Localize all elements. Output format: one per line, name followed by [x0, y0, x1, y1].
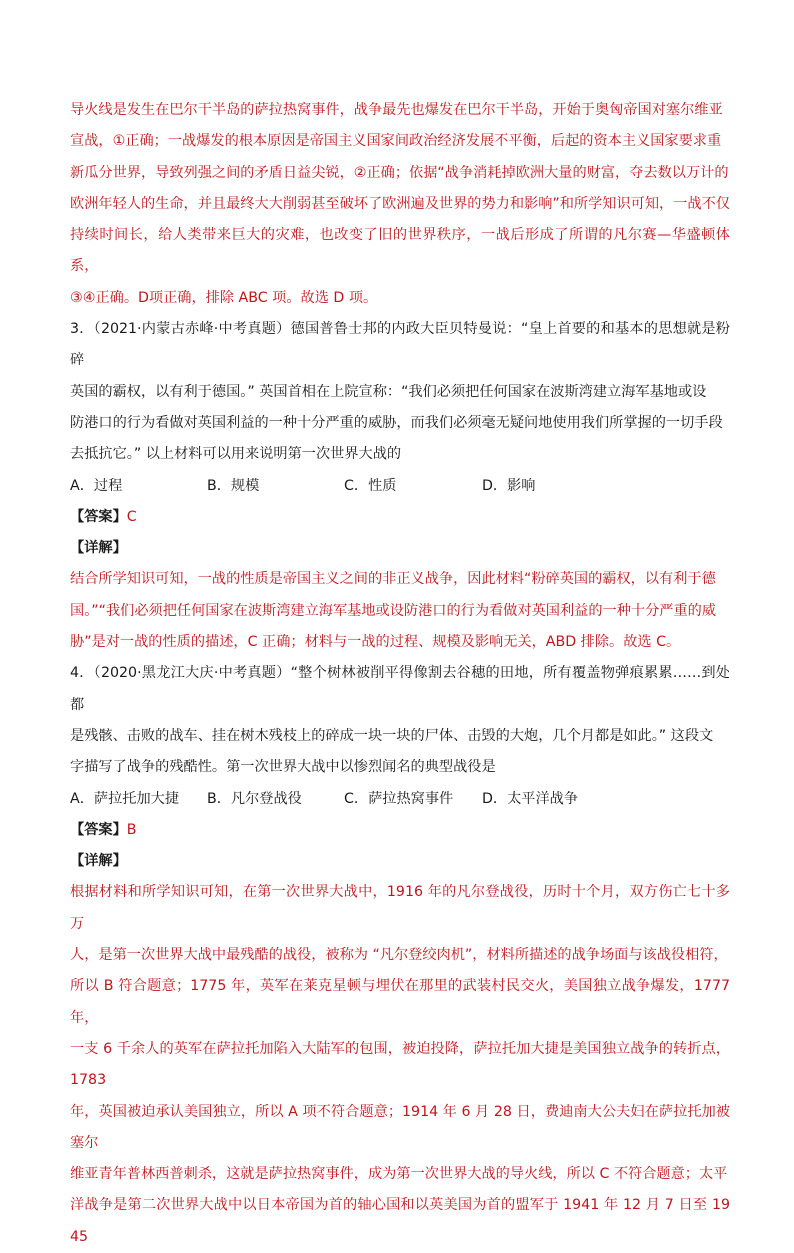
answer-value: C — [126, 508, 137, 525]
explanation-line: 所以 B 符合题意；1775 年，英军在莱克星顿与埋伏在那里的武装村民交火，美国独立战争爆发，1777 年， — [70, 978, 730, 1026]
answer-options — [70, 784, 730, 815]
document-page — [70, 95, 730, 1253]
detail-label: 【详解】 — [70, 540, 127, 557]
explanation-line: ③④正确。D项正确，排除 ABC 项。故选 D 项。 — [70, 289, 378, 306]
question-stem-line: 防港口的行为看做对英国利益的一种十分严重的威胁，而我们必须毫无疑问地使用我们所掌握的一切手段 — [70, 414, 723, 431]
explanation-line: 结合所学知识可知，一战的性质是帝国主义之间的非正义战争，因此材料“粉碎英国的霸权，以有利于德 — [70, 571, 716, 588]
answer-line — [70, 815, 730, 846]
option-d: D．太平洋战争 — [482, 790, 579, 807]
question-3 — [70, 314, 730, 658]
explanation-line: 人，是第一次世界大战中最残酷的战役，被称为 “凡尔登绞肉机”，材料所描述的战争场面与该战役相符， — [70, 947, 728, 964]
answer-options — [70, 471, 730, 502]
question-4 — [70, 658, 730, 1253]
explanation-line: 一支 6 千余人的英军在萨拉托加陷入大陆军的包围，被迫投降，萨拉托加大捷是美国独立战争的转折点，1783 — [70, 1040, 730, 1089]
option-c: C．萨拉热窝事件 — [344, 790, 454, 807]
explanation-line: 维亚青年普林西普刺杀，这就是萨拉热窝事件，成为第一次世界大战的导火线，所以 C 不符合题意；太平 — [70, 1166, 728, 1183]
question-stem-line: 英国的霸权，以有利于德国。” 英国首相在上院宣称：“我们必须把任何国家在波斯湾建立海军基地或设 — [70, 383, 707, 400]
option-a: A．萨拉托加大捷 — [70, 790, 180, 807]
question-stem-line: 3．（2021·内蒙古赤峰·中考真题）德国普鲁士邦的内政大臣贝特曼说：“皇上首要的和基本的思想就是粉碎 — [70, 321, 730, 369]
explanation-line: 欧洲年轻人的生命，并且最终大大削弱甚至破坏了欧洲遍及世界的势力和影响”和所学知识可知，一战不仅 — [70, 195, 730, 212]
explanation-line: 新瓜分世界，导致列强之间的矛盾日益尖锐，②正确；依据“战争消耗掉欧洲大量的财富，夺去数以万计的 — [70, 164, 729, 181]
option-c: C．性质 — [344, 477, 397, 494]
question-stem-line: 4．（2020·黑龙江大庆·中考真题）“整个树林被削平得像割去谷穗的田地，所有覆盖物弹痕累累……到处都 — [70, 665, 730, 713]
explanation-line: 导火线是发生在巴尔干半岛的萨拉热窝事件，战争最先也爆发在巴尔干半岛，开始于奥匈帝国对塞尔维亚 — [70, 102, 723, 118]
explanation-line: 根据材料和所学知识可知，在第一次世界大战中，1916 年的凡尔登战役，历时十个月，双方伤亡七十多万 — [70, 884, 730, 932]
explanation-line: 洋战争是第二次世界大战中以日本帝国为首的轴心国和以英美国为首的盟军于 1941 年 12 月 7 日至 1945 — [70, 1197, 730, 1245]
explanation-line: 宣战，①正确；一战爆发的根本原因是帝国主义国家间政治经济发展不平衡，后起的资本主义国家要求重 — [70, 133, 722, 150]
detail-label: 【详解】 — [70, 853, 127, 870]
answer-value: B — [126, 821, 137, 838]
answer-label: 【答案】 — [70, 508, 127, 525]
question-stem-line: 字描写了战争的残酷性。第一次世界大战中以惨烈闻名的典型战役是 — [70, 759, 496, 776]
explanation-line: 国。”“我们必须把任何国家在波斯湾建立海军基地或设防港口的行为看做对英国利益的一种十分严重的威 — [70, 602, 717, 619]
question-2-explanation-tail — [70, 95, 730, 314]
answer-line — [70, 502, 730, 533]
option-d: D．影响 — [482, 477, 536, 494]
explanation-line: 持续时间长，给人类带来巨大的灾难，也改变了旧的世界秩序，一战后形成了所谓的凡尔赛—华盛顿体系， — [70, 227, 730, 275]
explanation-line: 年，英国被迫承认美国独立，所以 A 项不符合题意；1914 年 6 月 28 日，费迪南大公夫妇在萨拉托加被塞尔 — [70, 1103, 730, 1151]
option-b: B．规模 — [207, 477, 260, 494]
explanation-line: 胁”是对一战的性质的描述，C 正确；材料与一战的过程、规模及影响无关，ABD 排除。故选 C。 — [70, 634, 681, 651]
answer-label: 【答案】 — [70, 821, 127, 838]
question-stem-line: 去抵抗它。” 以上材料可以用来说明第一次世界大战的 — [70, 446, 402, 463]
option-a: A．过程 — [70, 477, 123, 494]
question-stem-line: 是残骸、击败的战车、挂在树木残枝上的碎成一块一块的尸体、击毁的大炮，几个月都是如此。” 这段文 — [70, 727, 714, 744]
option-b: B．凡尔登战役 — [207, 790, 302, 807]
